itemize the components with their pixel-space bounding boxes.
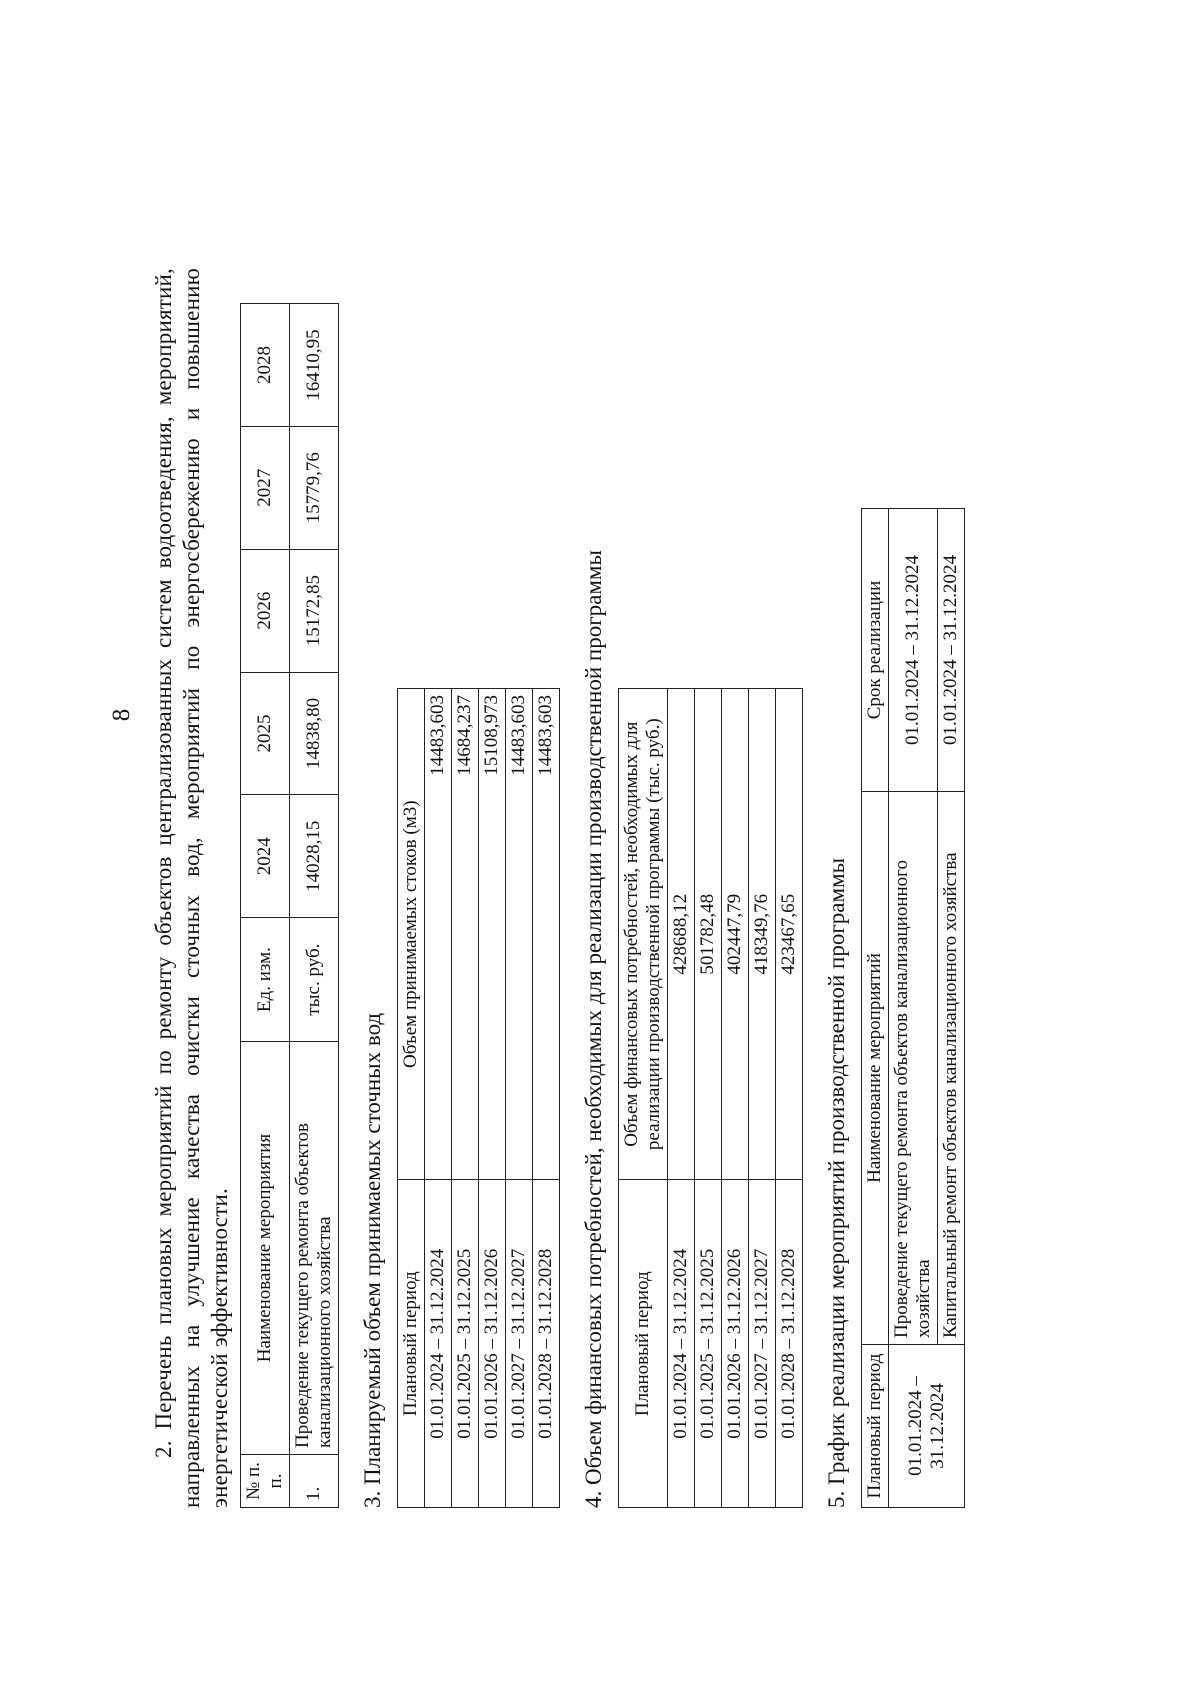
col-name-header: Наименование мероприятия	[241, 1042, 290, 1455]
table-row	[452, 689, 479, 1508]
row-term: 01.01.2024 – 31.12.2024	[938, 509, 965, 792]
section4-table	[618, 688, 803, 1508]
col-year-header: 2025	[241, 672, 290, 795]
table-row	[776, 689, 803, 1508]
row-volume: 402447,79	[722, 689, 749, 1180]
col-period-header: Плановый период	[862, 1345, 889, 1508]
col-volume-header: Объем финансовых потребностей, необходимых для реализации производственной программы (тыс. руб.)	[619, 689, 668, 1180]
row-volume: 14684,237	[452, 689, 479, 1180]
row-period: 01.01.2028 – 31.12.2028	[533, 1180, 560, 1508]
section5-table	[861, 508, 965, 1508]
row-value: 16410,95	[290, 304, 339, 427]
row-period: 01.01.2024 – 31.12.2024	[889, 1345, 965, 1508]
table-row	[506, 689, 533, 1508]
table-row	[889, 509, 938, 1508]
col-period-header: Плановый период	[619, 1180, 668, 1508]
section3-table	[397, 688, 560, 1508]
table-row	[722, 689, 749, 1508]
table-header-row	[398, 689, 425, 1508]
section4-heading: 4. Объем финансовых потребностей, необходимых для реализации производственной программы	[581, 550, 606, 1508]
row-value: 15779,76	[290, 426, 339, 549]
row-value: 14838,80	[290, 672, 339, 795]
section3-heading: 3. Планируемый объем принимаемых сточных вод	[360, 1012, 385, 1508]
col-num-header: № п. п.	[241, 1455, 290, 1508]
row-num: 1.	[290, 1455, 339, 1508]
document-body	[150, 148, 1010, 1548]
row-period: 01.01.2026 – 31.12.2026	[722, 1180, 749, 1508]
section2-heading: 2. Перечень плановых мероприятий по ремонту объектов централизованных систем водоотведения, мероприятий, направленных на улучшение качества очистки сточных вод, мероприятий по энергосбережению и повышению энергетической эффективности.	[151, 268, 232, 1508]
row-period: 01.01.2025 – 31.12.2025	[695, 1180, 722, 1508]
row-period: 01.01.2027 – 31.12.2027	[749, 1180, 776, 1508]
table-row	[668, 689, 695, 1508]
row-name: Капитальный ремонт объектов канализационного хозяйства	[938, 792, 965, 1345]
section5-heading: 5. График реализации мероприятий производственной программы	[824, 857, 849, 1508]
row-period: 01.01.2027 – 31.12.2027	[506, 1180, 533, 1508]
col-year-header: 2024	[241, 795, 290, 918]
row-name: Проведение текущего ремонта объектов канализационного хозяйства	[290, 1042, 339, 1455]
col-name-header: Наименование мероприятий	[862, 792, 889, 1345]
table-row	[425, 689, 452, 1508]
row-volume: 501782,48	[695, 689, 722, 1180]
table-row	[533, 689, 560, 1508]
table-header-row	[862, 509, 889, 1508]
col-term-header: Срок реализации	[862, 509, 889, 792]
page-number: 8	[108, 708, 135, 722]
table-header-row	[241, 304, 290, 1508]
col-unit-header: Ед. изм.	[241, 918, 290, 1042]
row-value: 15172,85	[290, 549, 339, 672]
table-row	[695, 689, 722, 1508]
row-volume: 15108,973	[479, 689, 506, 1180]
table-row	[479, 689, 506, 1508]
row-name: Проведение текущего ремонта объектов канализационного хозяйства	[889, 792, 938, 1345]
row-unit: тыс. руб.	[290, 918, 339, 1042]
row-period: 01.01.2024 – 31.12.2024	[668, 1180, 695, 1508]
row-volume: 14483,603	[425, 689, 452, 1180]
row-volume: 428688,12	[668, 689, 695, 1180]
col-year-header: 2028	[241, 304, 290, 427]
row-volume: 418349,76	[749, 689, 776, 1180]
row-volume: 14483,603	[533, 689, 560, 1180]
table-row	[290, 304, 339, 1508]
row-term: 01.01.2024 – 31.12.2024	[889, 509, 938, 792]
row-period: 01.01.2026 – 31.12.2026	[479, 1180, 506, 1508]
col-year-header: 2027	[241, 426, 290, 549]
col-period-header: Плановый период	[398, 1180, 425, 1508]
row-value: 14028,15	[290, 795, 339, 918]
row-volume: 14483,603	[506, 689, 533, 1180]
row-volume: 423467,65	[776, 689, 803, 1180]
table-header-row	[619, 689, 668, 1508]
row-period: 01.01.2024 – 31.12.2024	[425, 1180, 452, 1508]
section2-table	[240, 303, 339, 1508]
row-period: 01.01.2025 – 31.12.2025	[452, 1180, 479, 1508]
row-period: 01.01.2028 – 31.12.2028	[776, 1180, 803, 1508]
table-row	[749, 689, 776, 1508]
col-volume-header: Объем принимаемых стоков (м3)	[398, 689, 425, 1180]
col-year-header: 2026	[241, 549, 290, 672]
